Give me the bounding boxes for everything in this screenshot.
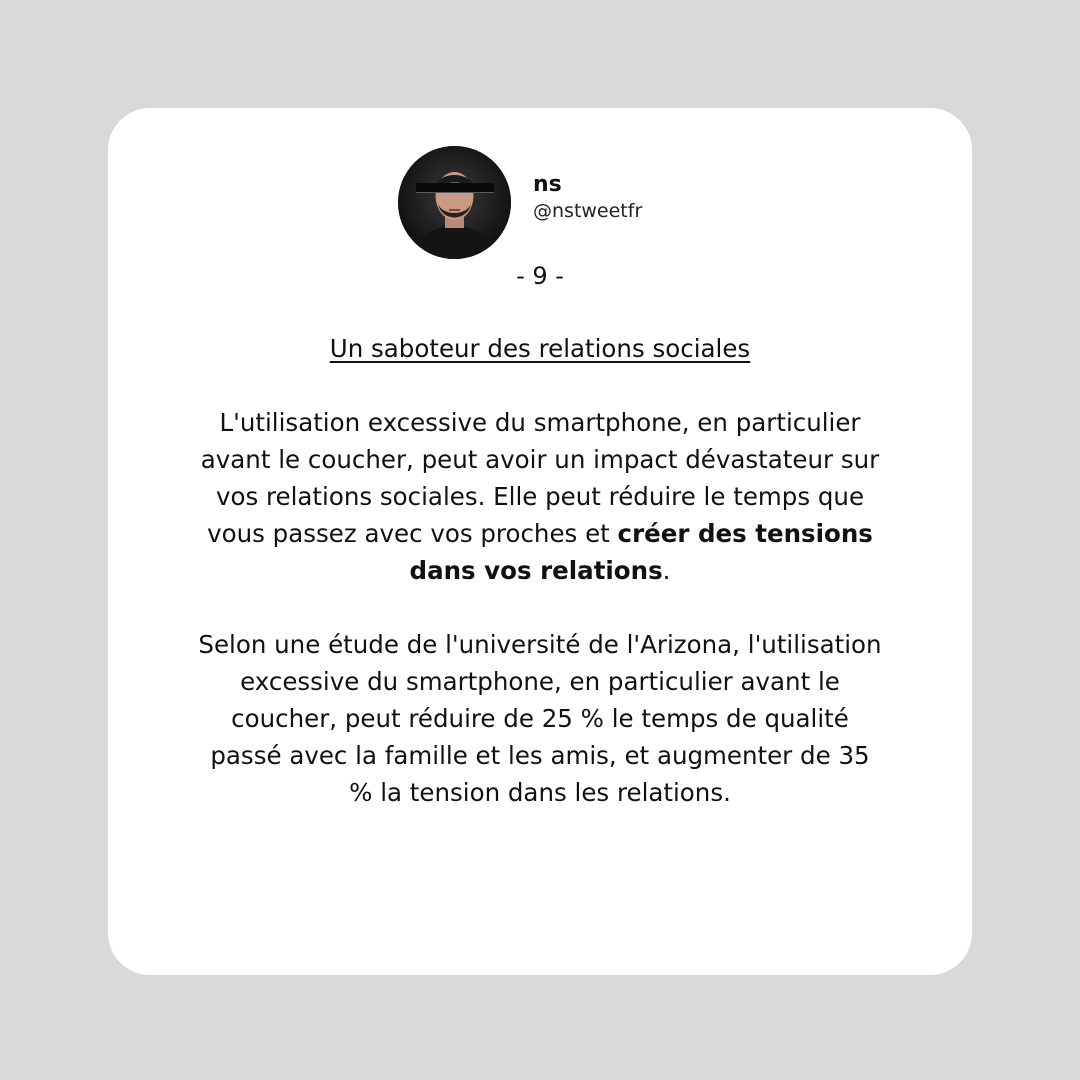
paragraph-2: Selon une étude de l'université de l'Arizona, l'utilisation excessive du smartphone, en particulier avant le coucher, peut réduire de 25 % le temps de qualité passé avec la famille et les amis, et augmenter de 35 % la tension dans les relations. [198,630,882,807]
slide-number: - 9 - [516,262,564,290]
post-card [108,108,972,975]
paragraph-1 [198,404,882,589]
paragraph-1-bold-text: créer des tensions dans vos relations [409,519,873,585]
paragraph-1-text: L'utilisation excessive du smartphone, en particulier avant le coucher, peut avoir un impact dévastateur sur vos relations sociales. Elle peut réduire le temps que vous passez avec vos proches et [200,408,880,548]
author-handle[interactable]: @nstweetfr [533,200,643,223]
paragraph-1-end: . [662,556,671,585]
post-content [198,330,882,811]
author-name: ns [533,172,562,197]
author-info [533,172,642,223]
avatar[interactable] [398,146,511,259]
section-title: Un saboteur des relations sociales [329,334,751,363]
avatar-portrait-image [398,146,511,259]
